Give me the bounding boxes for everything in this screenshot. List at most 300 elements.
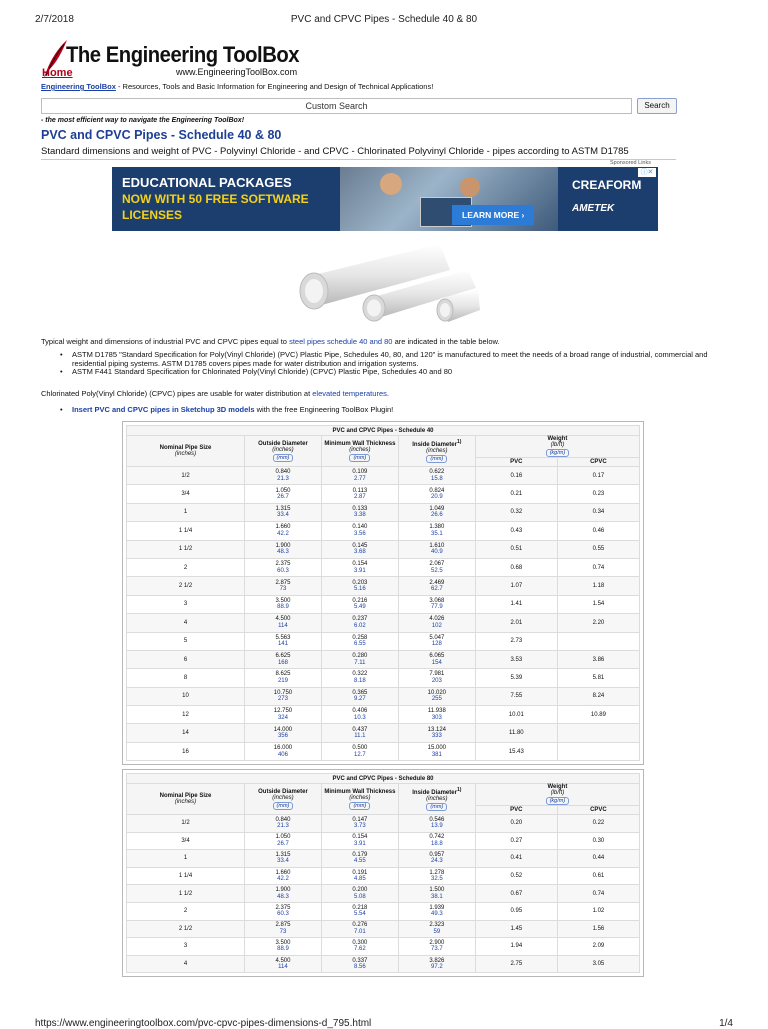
table-row bbox=[127, 955, 640, 973]
value-inches: 0.365 bbox=[352, 689, 368, 696]
value-mm: 42.2 bbox=[277, 876, 289, 883]
cell-wall-thickness bbox=[321, 867, 398, 885]
cell-outside-diameter bbox=[244, 885, 321, 903]
value-inches: 5.047 bbox=[429, 634, 445, 641]
unit-toggle-kgm[interactable]: (kg/m) bbox=[546, 449, 570, 457]
intro-text-1: Typical weight and dimensions of industrial PVC and CPVC pipes equal to bbox=[41, 337, 290, 346]
unit-toggle-mm[interactable]: (mm) bbox=[349, 802, 370, 810]
col-unit: (inches) bbox=[174, 799, 197, 805]
cell-weight-cpvc: 0.74 bbox=[557, 885, 639, 903]
cell-inside-diameter bbox=[398, 650, 475, 668]
cell-inside-diameter bbox=[398, 815, 475, 833]
cell-inside-diameter bbox=[398, 885, 475, 903]
ad-person-1 bbox=[380, 173, 402, 195]
ad-line-1: EDUCATIONAL PACKAGES bbox=[122, 175, 292, 190]
value-inches: 3.068 bbox=[429, 597, 445, 604]
value-mm: 5.08 bbox=[354, 893, 366, 900]
value-inches: 0.276 bbox=[352, 922, 368, 929]
cell-wall-thickness bbox=[321, 955, 398, 973]
value-mm: 77.9 bbox=[430, 604, 443, 611]
cell-inside-diameter bbox=[398, 540, 475, 558]
value-inches: 1.050 bbox=[275, 834, 291, 841]
value-mm: 8.56 bbox=[354, 964, 366, 971]
value-mm: 88.9 bbox=[277, 946, 289, 953]
value-mm: 4.85 bbox=[354, 876, 366, 883]
cell-weight-pvc: 0.43 bbox=[475, 522, 557, 540]
value-inches: 15.000 bbox=[427, 745, 446, 752]
value-mm: 381 bbox=[431, 751, 442, 758]
value-mm: 102 bbox=[431, 622, 442, 629]
cell-size: 2 1/2 bbox=[127, 920, 245, 938]
unit-toggle-mm[interactable]: (mm) bbox=[349, 454, 370, 462]
value-mm: 6.02 bbox=[354, 622, 366, 629]
value-mm: 88.9 bbox=[277, 604, 289, 611]
value-inches: 5.563 bbox=[275, 634, 291, 641]
page-subtitle: Standard dimensions and weight of PVC - Polyvinyl Chloride - and CPVC - Chlorinated Polyvinyl Chloride - pipes according to ASTM D1785 bbox=[41, 146, 676, 160]
cell-wall-thickness bbox=[321, 687, 398, 705]
slogan: - the most efficient way to navigate the Engineering ToolBox! bbox=[41, 117, 245, 124]
cell-inside-diameter bbox=[398, 503, 475, 521]
value-inches: 0.179 bbox=[352, 851, 368, 858]
value-inches: 0.140 bbox=[352, 524, 368, 531]
cell-weight-pvc: 1.45 bbox=[475, 920, 557, 938]
cell-outside-diameter bbox=[244, 522, 321, 540]
value-mm: 35.1 bbox=[430, 530, 443, 537]
value-mm: 7.01 bbox=[354, 928, 366, 935]
schedule-40-table bbox=[122, 421, 644, 765]
cell-weight-cpvc: 1.56 bbox=[557, 920, 639, 938]
value-mm: 26.7 bbox=[277, 840, 289, 847]
cell-wall-thickness bbox=[321, 920, 398, 938]
value-mm: 20.9 bbox=[430, 494, 443, 501]
cell-size: 5 bbox=[127, 632, 245, 650]
col-unit: (lb/ft) bbox=[550, 442, 565, 448]
print-url: https://www.engineeringtoolbox.com/pvc-cpvc-pipes-dimensions-d_795.html bbox=[35, 1018, 372, 1029]
table-row bbox=[127, 669, 640, 687]
table-row bbox=[127, 540, 640, 558]
cell-weight-cpvc: 0.22 bbox=[557, 815, 639, 833]
search-button[interactable]: Search bbox=[637, 98, 677, 114]
cell-wall-thickness bbox=[321, 938, 398, 956]
cell-weight-cpvc: 0.46 bbox=[557, 522, 639, 540]
table-row bbox=[127, 832, 640, 850]
cell-inside-diameter bbox=[398, 724, 475, 742]
col-label: Nominal Pipe Size bbox=[159, 793, 212, 799]
value-mm: 3.68 bbox=[354, 549, 366, 556]
value-inches: 1.660 bbox=[275, 869, 291, 876]
cell-size: 1 bbox=[127, 850, 245, 868]
table-row bbox=[127, 938, 640, 956]
advertisement-banner[interactable] bbox=[112, 167, 658, 231]
value-inches: 0.258 bbox=[352, 634, 368, 641]
value-mm: 324 bbox=[277, 714, 288, 721]
cell-inside-diameter bbox=[398, 669, 475, 687]
table-row bbox=[127, 614, 640, 632]
value-inches: 2.875 bbox=[275, 579, 291, 586]
table-row bbox=[127, 467, 640, 485]
home-link[interactable]: Home bbox=[42, 67, 73, 79]
cell-inside-diameter bbox=[398, 687, 475, 705]
col-wall-thickness bbox=[321, 436, 398, 467]
ad-learn-more-button[interactable]: LEARN MORE › bbox=[452, 205, 534, 225]
value-mm: 60.3 bbox=[277, 911, 289, 918]
value-inches: 10.750 bbox=[273, 689, 293, 696]
cell-wall-thickness bbox=[321, 558, 398, 576]
value-mm: 406 bbox=[277, 751, 288, 758]
value-inches: 0.337 bbox=[352, 957, 368, 964]
steel-pipes-link[interactable]: steel pipes schedule 40 and 80 bbox=[289, 337, 393, 346]
cell-weight-cpvc bbox=[557, 632, 639, 650]
cell-weight-pvc: 11.80 bbox=[475, 724, 557, 742]
cpvc-paragraph bbox=[41, 389, 389, 398]
cell-wall-thickness bbox=[321, 669, 398, 687]
value-mm: 7.62 bbox=[354, 946, 366, 953]
cell-weight-pvc: 0.32 bbox=[475, 503, 557, 521]
cell-outside-diameter bbox=[244, 850, 321, 868]
value-inches: 0.300 bbox=[352, 939, 368, 946]
cell-weight-pvc: 2.73 bbox=[475, 632, 557, 650]
cell-inside-diameter bbox=[398, 850, 475, 868]
pipes-image bbox=[290, 238, 480, 330]
cell-outside-diameter bbox=[244, 955, 321, 973]
cell-size: 6 bbox=[127, 650, 245, 668]
cell-size: 4 bbox=[127, 955, 245, 973]
value-inches: 1.380 bbox=[429, 524, 445, 531]
cell-weight-cpvc: 0.34 bbox=[557, 503, 639, 521]
col-wall-thickness bbox=[321, 784, 398, 815]
value-inches: 0.742 bbox=[429, 834, 445, 841]
footnote-marker: 1) bbox=[456, 439, 462, 445]
cell-weight-cpvc: 2.09 bbox=[557, 938, 639, 956]
cell-outside-diameter bbox=[244, 669, 321, 687]
col-pvc: PVC bbox=[475, 458, 557, 467]
cell-size: 3 bbox=[127, 938, 245, 956]
value-mm: 219 bbox=[277, 677, 288, 684]
value-mm: 8.18 bbox=[354, 677, 366, 684]
cell-inside-diameter bbox=[398, 522, 475, 540]
value-inches: 0.622 bbox=[429, 469, 445, 476]
unit-toggle-mm[interactable]: (mm) bbox=[426, 803, 447, 811]
value-inches: 8.625 bbox=[275, 671, 291, 678]
print-title: PVC and CPVC Pipes - Schedule 40 & 80 bbox=[290, 14, 478, 25]
unit-toggle-kgm[interactable]: (kg/m) bbox=[546, 797, 570, 805]
cell-weight-pvc: 0.21 bbox=[475, 485, 557, 503]
value-inches: 0.546 bbox=[429, 816, 445, 823]
pipe-table bbox=[126, 425, 640, 761]
cell-wall-thickness bbox=[321, 815, 398, 833]
table-row bbox=[127, 485, 640, 503]
cell-weight-pvc: 0.52 bbox=[475, 867, 557, 885]
value-inches: 6.625 bbox=[275, 653, 291, 660]
value-mm: 2.87 bbox=[354, 494, 366, 501]
cell-weight-cpvc: 5.81 bbox=[557, 669, 639, 687]
unit-toggle-mm[interactable]: (mm) bbox=[273, 802, 294, 810]
col-cpvc: CPVC bbox=[557, 458, 639, 467]
value-mm: 42.2 bbox=[277, 530, 289, 537]
value-mm: 60.3 bbox=[277, 567, 289, 574]
value-inches: 7.981 bbox=[429, 671, 445, 678]
cell-weight-cpvc bbox=[557, 742, 639, 760]
value-inches: 1.049 bbox=[429, 505, 445, 512]
value-inches: 2.375 bbox=[275, 561, 291, 568]
page-title: PVC and CPVC Pipes - Schedule 40 & 80 bbox=[41, 128, 282, 142]
value-mm: 10.3 bbox=[354, 714, 366, 721]
value-inches: 0.203 bbox=[352, 579, 368, 586]
value-inches: 3.500 bbox=[275, 597, 291, 604]
cpvc-text-1: Chlorinated Poly(Vinyl Chloride) (CPVC) pipes are usable for water distribution at bbox=[41, 389, 313, 398]
cell-size: 3/4 bbox=[127, 485, 245, 503]
tagline-link[interactable]: Engineering ToolBox bbox=[41, 82, 116, 91]
table-caption: PVC and CPVC Pipes - Schedule 80 bbox=[127, 774, 640, 784]
col-label: Weight bbox=[547, 436, 568, 442]
value-mm: 3.56 bbox=[354, 530, 366, 537]
cell-weight-cpvc: 3.86 bbox=[557, 650, 639, 668]
col-unit: (inches) bbox=[174, 451, 197, 457]
cell-outside-diameter bbox=[244, 815, 321, 833]
col-nominal-size bbox=[127, 784, 245, 815]
elevated-temperatures-link[interactable]: elevated temperatures bbox=[312, 389, 387, 398]
cell-inside-diameter bbox=[398, 742, 475, 760]
cell-inside-diameter bbox=[398, 614, 475, 632]
col-pvc: PVC bbox=[475, 806, 557, 815]
col-label: Weight bbox=[547, 784, 568, 790]
cell-wall-thickness bbox=[321, 485, 398, 503]
col-unit: (inches) bbox=[349, 794, 371, 801]
col-label: Inside Diameter bbox=[412, 442, 457, 448]
value-mm: 48.3 bbox=[277, 893, 289, 900]
cell-inside-diameter bbox=[398, 595, 475, 613]
site-url: www.EngineeringToolBox.com bbox=[176, 67, 298, 77]
value-mm: 59 bbox=[433, 928, 441, 935]
cell-inside-diameter bbox=[398, 832, 475, 850]
value-inches: 0.840 bbox=[275, 469, 291, 476]
value-inches: 11.938 bbox=[427, 708, 446, 715]
cell-weight-cpvc: 2.20 bbox=[557, 614, 639, 632]
site-logo[interactable] bbox=[40, 38, 340, 82]
col-unit: (inches) bbox=[426, 796, 448, 802]
value-mm: 3.91 bbox=[354, 567, 366, 574]
ad-close-icon[interactable]: ⓘ✕ bbox=[638, 168, 656, 177]
cell-weight-cpvc: 10.89 bbox=[557, 706, 639, 724]
schedule-80-table bbox=[122, 769, 644, 977]
sponsored-label: Sponsored Links bbox=[610, 160, 651, 166]
sketchup-text: with the free Engineering ToolBox Plugin! bbox=[254, 405, 394, 414]
table-row bbox=[127, 558, 640, 576]
col-unit: (inches) bbox=[426, 448, 448, 454]
col-unit: (inches) bbox=[349, 446, 371, 453]
value-mm: 5.49 bbox=[354, 604, 366, 611]
cell-wall-thickness bbox=[321, 650, 398, 668]
col-inside-diameter bbox=[398, 784, 475, 815]
value-mm: 3.91 bbox=[354, 840, 366, 847]
intro-text-2: are indicated in the table below. bbox=[392, 337, 500, 346]
ad-line-3: LICENSES bbox=[122, 208, 183, 222]
value-mm: 21.3 bbox=[277, 823, 289, 830]
value-mm: 73 bbox=[279, 928, 287, 935]
cell-outside-diameter bbox=[244, 558, 321, 576]
value-mm: 6.55 bbox=[354, 641, 366, 648]
cell-wall-thickness bbox=[321, 467, 398, 485]
cell-outside-diameter bbox=[244, 902, 321, 920]
value-mm: 33.4 bbox=[277, 512, 289, 519]
value-mm: 5.54 bbox=[354, 911, 366, 918]
cell-size: 2 1/2 bbox=[127, 577, 245, 595]
value-mm: 97.2 bbox=[430, 964, 443, 971]
value-inches: 0.322 bbox=[352, 671, 368, 678]
value-mm: 154 bbox=[431, 659, 442, 666]
value-mm: 9.27 bbox=[354, 696, 366, 703]
value-mm: 11.1 bbox=[354, 733, 366, 740]
cell-size: 1 1/4 bbox=[127, 867, 245, 885]
value-mm: 128 bbox=[431, 641, 442, 648]
cell-weight-pvc: 1.41 bbox=[475, 595, 557, 613]
cell-size: 10 bbox=[127, 687, 245, 705]
ad-brand-ametek: AMETEK bbox=[572, 203, 615, 214]
cell-wall-thickness bbox=[321, 885, 398, 903]
ad-text bbox=[122, 175, 322, 223]
intro-paragraph bbox=[41, 337, 500, 346]
unit-toggle-mm[interactable]: (mm) bbox=[273, 454, 294, 462]
cell-weight-pvc: 0.51 bbox=[475, 540, 557, 558]
value-mm: 13.9 bbox=[430, 823, 443, 830]
cell-weight-cpvc: 3.05 bbox=[557, 955, 639, 973]
value-mm: 303 bbox=[431, 714, 442, 721]
value-inches: 0.824 bbox=[429, 487, 445, 494]
pipe-table bbox=[126, 773, 640, 973]
value-mm: 255 bbox=[431, 696, 442, 703]
cell-outside-diameter bbox=[244, 577, 321, 595]
print-header bbox=[35, 14, 733, 28]
search-placeholder: Custom Search bbox=[305, 101, 368, 111]
value-inches: 0.218 bbox=[352, 904, 368, 911]
cell-inside-diameter bbox=[398, 577, 475, 595]
value-inches: 2.900 bbox=[429, 939, 445, 946]
cell-inside-diameter bbox=[398, 485, 475, 503]
unit-toggle-mm[interactable]: (mm) bbox=[426, 455, 447, 463]
cell-weight-pvc: 0.20 bbox=[475, 815, 557, 833]
value-mm: 7.11 bbox=[354, 659, 366, 666]
value-mm: 26.7 bbox=[277, 494, 289, 501]
cell-weight-cpvc: 0.30 bbox=[557, 832, 639, 850]
cell-outside-diameter bbox=[244, 595, 321, 613]
cell-weight-pvc: 10.01 bbox=[475, 706, 557, 724]
cell-weight-cpvc: 1.54 bbox=[557, 595, 639, 613]
value-inches: 3.826 bbox=[429, 957, 445, 964]
ad-person-2 bbox=[460, 177, 480, 197]
cell-outside-diameter bbox=[244, 832, 321, 850]
cell-outside-diameter bbox=[244, 485, 321, 503]
cell-weight-pvc: 1.07 bbox=[475, 577, 557, 595]
table-row bbox=[127, 706, 640, 724]
value-inches: 2.067 bbox=[429, 561, 445, 568]
value-inches: 3.500 bbox=[275, 939, 291, 946]
cell-weight-cpvc: 8.24 bbox=[557, 687, 639, 705]
value-mm: 73.7 bbox=[430, 946, 443, 953]
cell-inside-diameter bbox=[398, 920, 475, 938]
cell-size: 8 bbox=[127, 669, 245, 687]
cell-wall-thickness bbox=[321, 742, 398, 760]
value-inches: 0.200 bbox=[352, 887, 368, 894]
cell-wall-thickness bbox=[321, 724, 398, 742]
value-inches: 4.500 bbox=[275, 616, 291, 623]
value-mm: 38.1 bbox=[430, 893, 443, 900]
col-outside-diameter bbox=[244, 436, 321, 467]
cell-outside-diameter bbox=[244, 650, 321, 668]
value-inches: 0.154 bbox=[352, 834, 368, 841]
cell-wall-thickness bbox=[321, 503, 398, 521]
value-inches: 0.147 bbox=[352, 816, 368, 823]
value-inches: 1.278 bbox=[429, 869, 445, 876]
brand-name: The Engineering ToolBox bbox=[66, 42, 300, 67]
cell-outside-diameter bbox=[244, 920, 321, 938]
cell-wall-thickness bbox=[321, 632, 398, 650]
cell-wall-thickness bbox=[321, 595, 398, 613]
value-inches: 1.315 bbox=[275, 851, 291, 858]
value-inches: 2.875 bbox=[275, 922, 291, 929]
value-inches: 4.026 bbox=[429, 616, 445, 623]
cell-size: 1/2 bbox=[127, 467, 245, 485]
cell-weight-cpvc: 0.23 bbox=[557, 485, 639, 503]
table-row bbox=[127, 577, 640, 595]
col-nominal-size bbox=[127, 436, 245, 467]
ad-brand-creaform: CREAFORM bbox=[572, 178, 642, 192]
cell-outside-diameter bbox=[244, 867, 321, 885]
value-mm: 15.8 bbox=[430, 475, 443, 482]
value-mm: 62.7 bbox=[430, 586, 443, 593]
value-mm: 21.3 bbox=[277, 475, 289, 482]
sketchup-link[interactable]: Insert PVC and CPVC pipes in Sketchup 3D models bbox=[72, 405, 255, 414]
value-inches: 0.154 bbox=[352, 561, 368, 568]
col-cpvc: CPVC bbox=[557, 806, 639, 815]
table-row bbox=[127, 742, 640, 760]
cell-outside-diameter bbox=[244, 503, 321, 521]
value-mm: 4.55 bbox=[354, 858, 366, 865]
value-mm: 114 bbox=[278, 622, 288, 629]
value-mm: 356 bbox=[277, 733, 288, 740]
value-mm: 49.3 bbox=[430, 911, 443, 918]
cell-weight-pvc: 0.67 bbox=[475, 885, 557, 903]
cell-inside-diameter bbox=[398, 467, 475, 485]
value-inches: 1.610 bbox=[429, 542, 445, 549]
cell-weight-pvc: 7.55 bbox=[475, 687, 557, 705]
value-mm: 73 bbox=[279, 586, 287, 593]
cell-weight-cpvc: 0.44 bbox=[557, 850, 639, 868]
cell-size: 1 1/2 bbox=[127, 540, 245, 558]
cell-weight-pvc: 0.16 bbox=[475, 467, 557, 485]
print-date: 2/7/2018 bbox=[35, 14, 74, 25]
cell-wall-thickness bbox=[321, 706, 398, 724]
cell-wall-thickness bbox=[321, 614, 398, 632]
value-mm: 333 bbox=[431, 733, 442, 740]
col-outside-diameter bbox=[244, 784, 321, 815]
cell-weight-cpvc: 1.18 bbox=[557, 577, 639, 595]
value-inches: 1.050 bbox=[275, 487, 291, 494]
value-mm: 3.73 bbox=[354, 823, 366, 830]
cell-wall-thickness bbox=[321, 902, 398, 920]
cell-weight-pvc: 15.43 bbox=[475, 742, 557, 760]
value-mm: 33.4 bbox=[277, 858, 289, 865]
search-input[interactable] bbox=[41, 98, 632, 114]
cell-weight-cpvc bbox=[557, 724, 639, 742]
cell-outside-diameter bbox=[244, 632, 321, 650]
cell-size: 3/4 bbox=[127, 832, 245, 850]
table-row bbox=[127, 632, 640, 650]
cell-outside-diameter bbox=[244, 742, 321, 760]
col-inside-diameter bbox=[398, 436, 475, 467]
col-label: Outside Diameter bbox=[258, 440, 308, 447]
cell-weight-cpvc: 0.61 bbox=[557, 867, 639, 885]
table-caption: PVC and CPVC Pipes - Schedule 40 bbox=[127, 426, 640, 436]
